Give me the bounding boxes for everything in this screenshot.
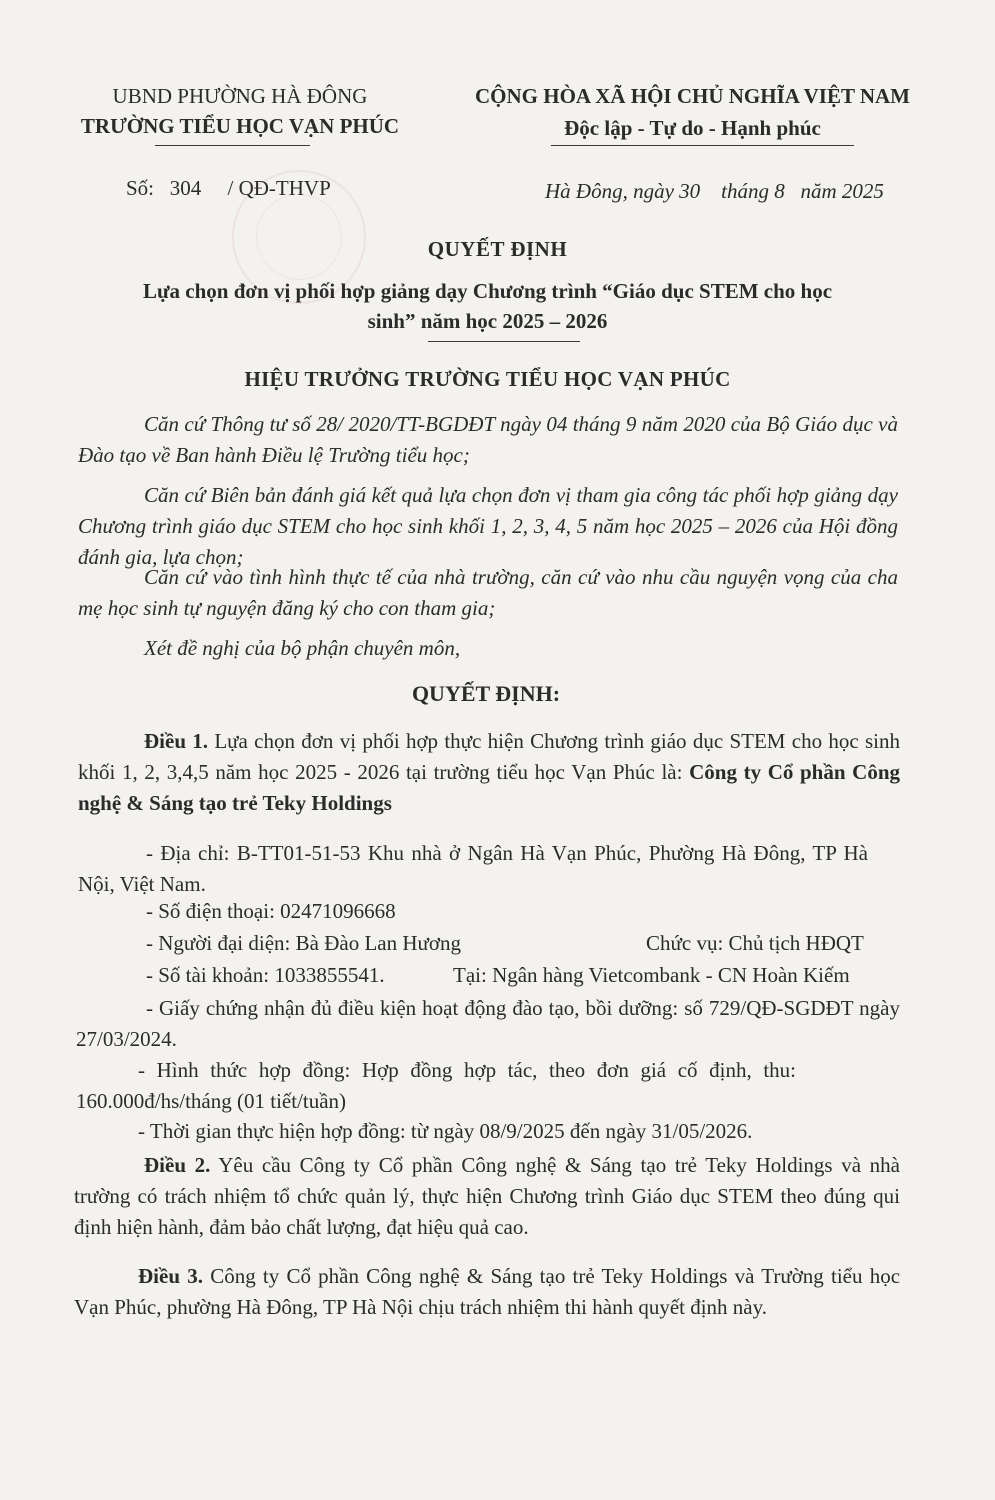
article-2 [74,1150,900,1243]
article-2-label: Điều 2. [144,1153,211,1177]
doc-code: / QĐ-THVP [227,176,331,200]
representative-position: Chức vụ: Chủ tịch HĐQT [646,931,864,955]
decision-heading: QUYẾT ĐỊNH: [411,681,561,706]
org-name: TRƯỜNG TIỂU HỌC VẠN PHÚC [80,114,400,138]
article-2-text: Yêu cầu Công ty Cổ phần Công nghệ & Sáng tạo trẻ Teky Holdings và nhà trường có trách nhiệm tổ chức quản lý, thực hiện Chương trình Giáo dục STEM theo đúng qui định hiện hành, đảm bảo chất lượng, đạt hiệu quả cao. [74,1153,900,1239]
article-1-label: Điều 1. [144,729,209,753]
contract-form: - Hình thức hợp đồng: Hợp đồng hợp tác, theo đơn giá cố định, thu: 160.000đ/hs/tháng (01 tiết/tuần) [76,1058,796,1113]
company-representative: - Người đại diện: Bà Đào Lan Hương [146,931,461,955]
subtitle-underline [428,341,580,342]
doc-number-label: Số: [126,176,155,200]
bank-name: Tại: Ngân hàng Vietcombank - CN Hoàn Kiếm [453,963,850,987]
issuing-authority: HIỆU TRƯỞNG TRƯỜNG TIỂU HỌC VẠN PHÚC [244,367,731,391]
org-underline [155,145,310,146]
place-date: Hà Đông, ngày 30 tháng 8 năm 2025 [545,179,884,203]
article-1-text: Lựa chọn đơn vị phối hợp thực hiện Chương trình giáo dục STEM cho học sinh khối 1, 2, 3,4,5 năm học 2025 - 2026 tại trường tiểu học Vạn Phúc là: [78,729,900,784]
article-1 [78,726,900,819]
preamble-basis-2: Căn cứ Biên bản đánh giá kết quả lựa chọn đơn vị tham gia công tác phối hợp giảng dạy Chương trình giáo dục STEM cho học sinh khối 1, 2, 3, 4, 5 năm học 2025 – 2026 của Hội đồng đánh gia, lựa chọn; [78,483,898,569]
decision-subtitle-line1: Lựa chọn đơn vị phối hợp giảng dạy Chương trình “Giáo dục STEM cho học [142,279,833,303]
article-3-text: Công ty Cổ phần Công nghệ & Sáng tạo trẻ Teky Holdings và Trường tiểu học Vạn Phúc, phường Hà Đông, TP Hà Nội chịu trách nhiệm thi hành quyết định này. [74,1264,901,1319]
decision-subtitle-line2: sinh” năm học 2025 – 2026 [367,309,608,333]
preamble-proposal: Xét đề nghị của bộ phận chuyên môn, [144,636,461,660]
country-name: CỘNG HÒA XÃ HỘI CHỦ NGHĨA VIỆT NAM [474,84,911,108]
company-phone: - Số điện thoại: 02471096668 [146,899,396,923]
training-certificate: - Giấy chứng nhận đủ điều kiện hoạt động đào tạo, bồi dưỡng: số 729/QĐ-SGDĐT ngày 27/03/2024. [76,996,900,1051]
preamble-basis-3: Căn cứ vào tình hình thực tế của nhà trường, căn cứ vào nhu cầu nguyện vọng của cha mẹ học sinh tự nguyện đăng ký cho con tham gia; [78,565,898,620]
doc-number-row [126,176,331,201]
preamble-basis-1: Căn cứ Thông tư số 28/ 2020/TT-BGDĐT ngày 04 tháng 9 năm 2020 của Bộ Giáo dục và Đào tạo về Ban hành Điều lệ Trường tiểu học; [78,412,898,467]
motto-underline [551,145,854,146]
contract-period: - Thời gian thực hiện hợp đồng: từ ngày 08/9/2025 đến ngày 31/05/2026. [138,1119,753,1143]
article-1-company: Công ty Cổ phần Công nghệ & Sáng tạo trẻ Teky Holdings [78,760,901,815]
article-3-label: Điều 3. [138,1264,203,1288]
bank-account: - Số tài khoản: 1033855541. [146,963,385,987]
org-parent: UBND PHƯỜNG HÀ ĐÔNG [112,84,368,108]
decision-title: QUYẾT ĐỊNH [427,237,568,261]
motto: Độc lập - Tự do - Hạnh phúc [564,116,821,140]
article-3 [74,1261,900,1323]
doc-number: 304 [169,176,202,200]
company-address: - Địa chỉ: B-TT01-51-53 Khu nhà ở Ngân Hà Vạn Phúc, Phường Hà Đông, TP Hà Nội, Việt Nam. [78,841,868,896]
